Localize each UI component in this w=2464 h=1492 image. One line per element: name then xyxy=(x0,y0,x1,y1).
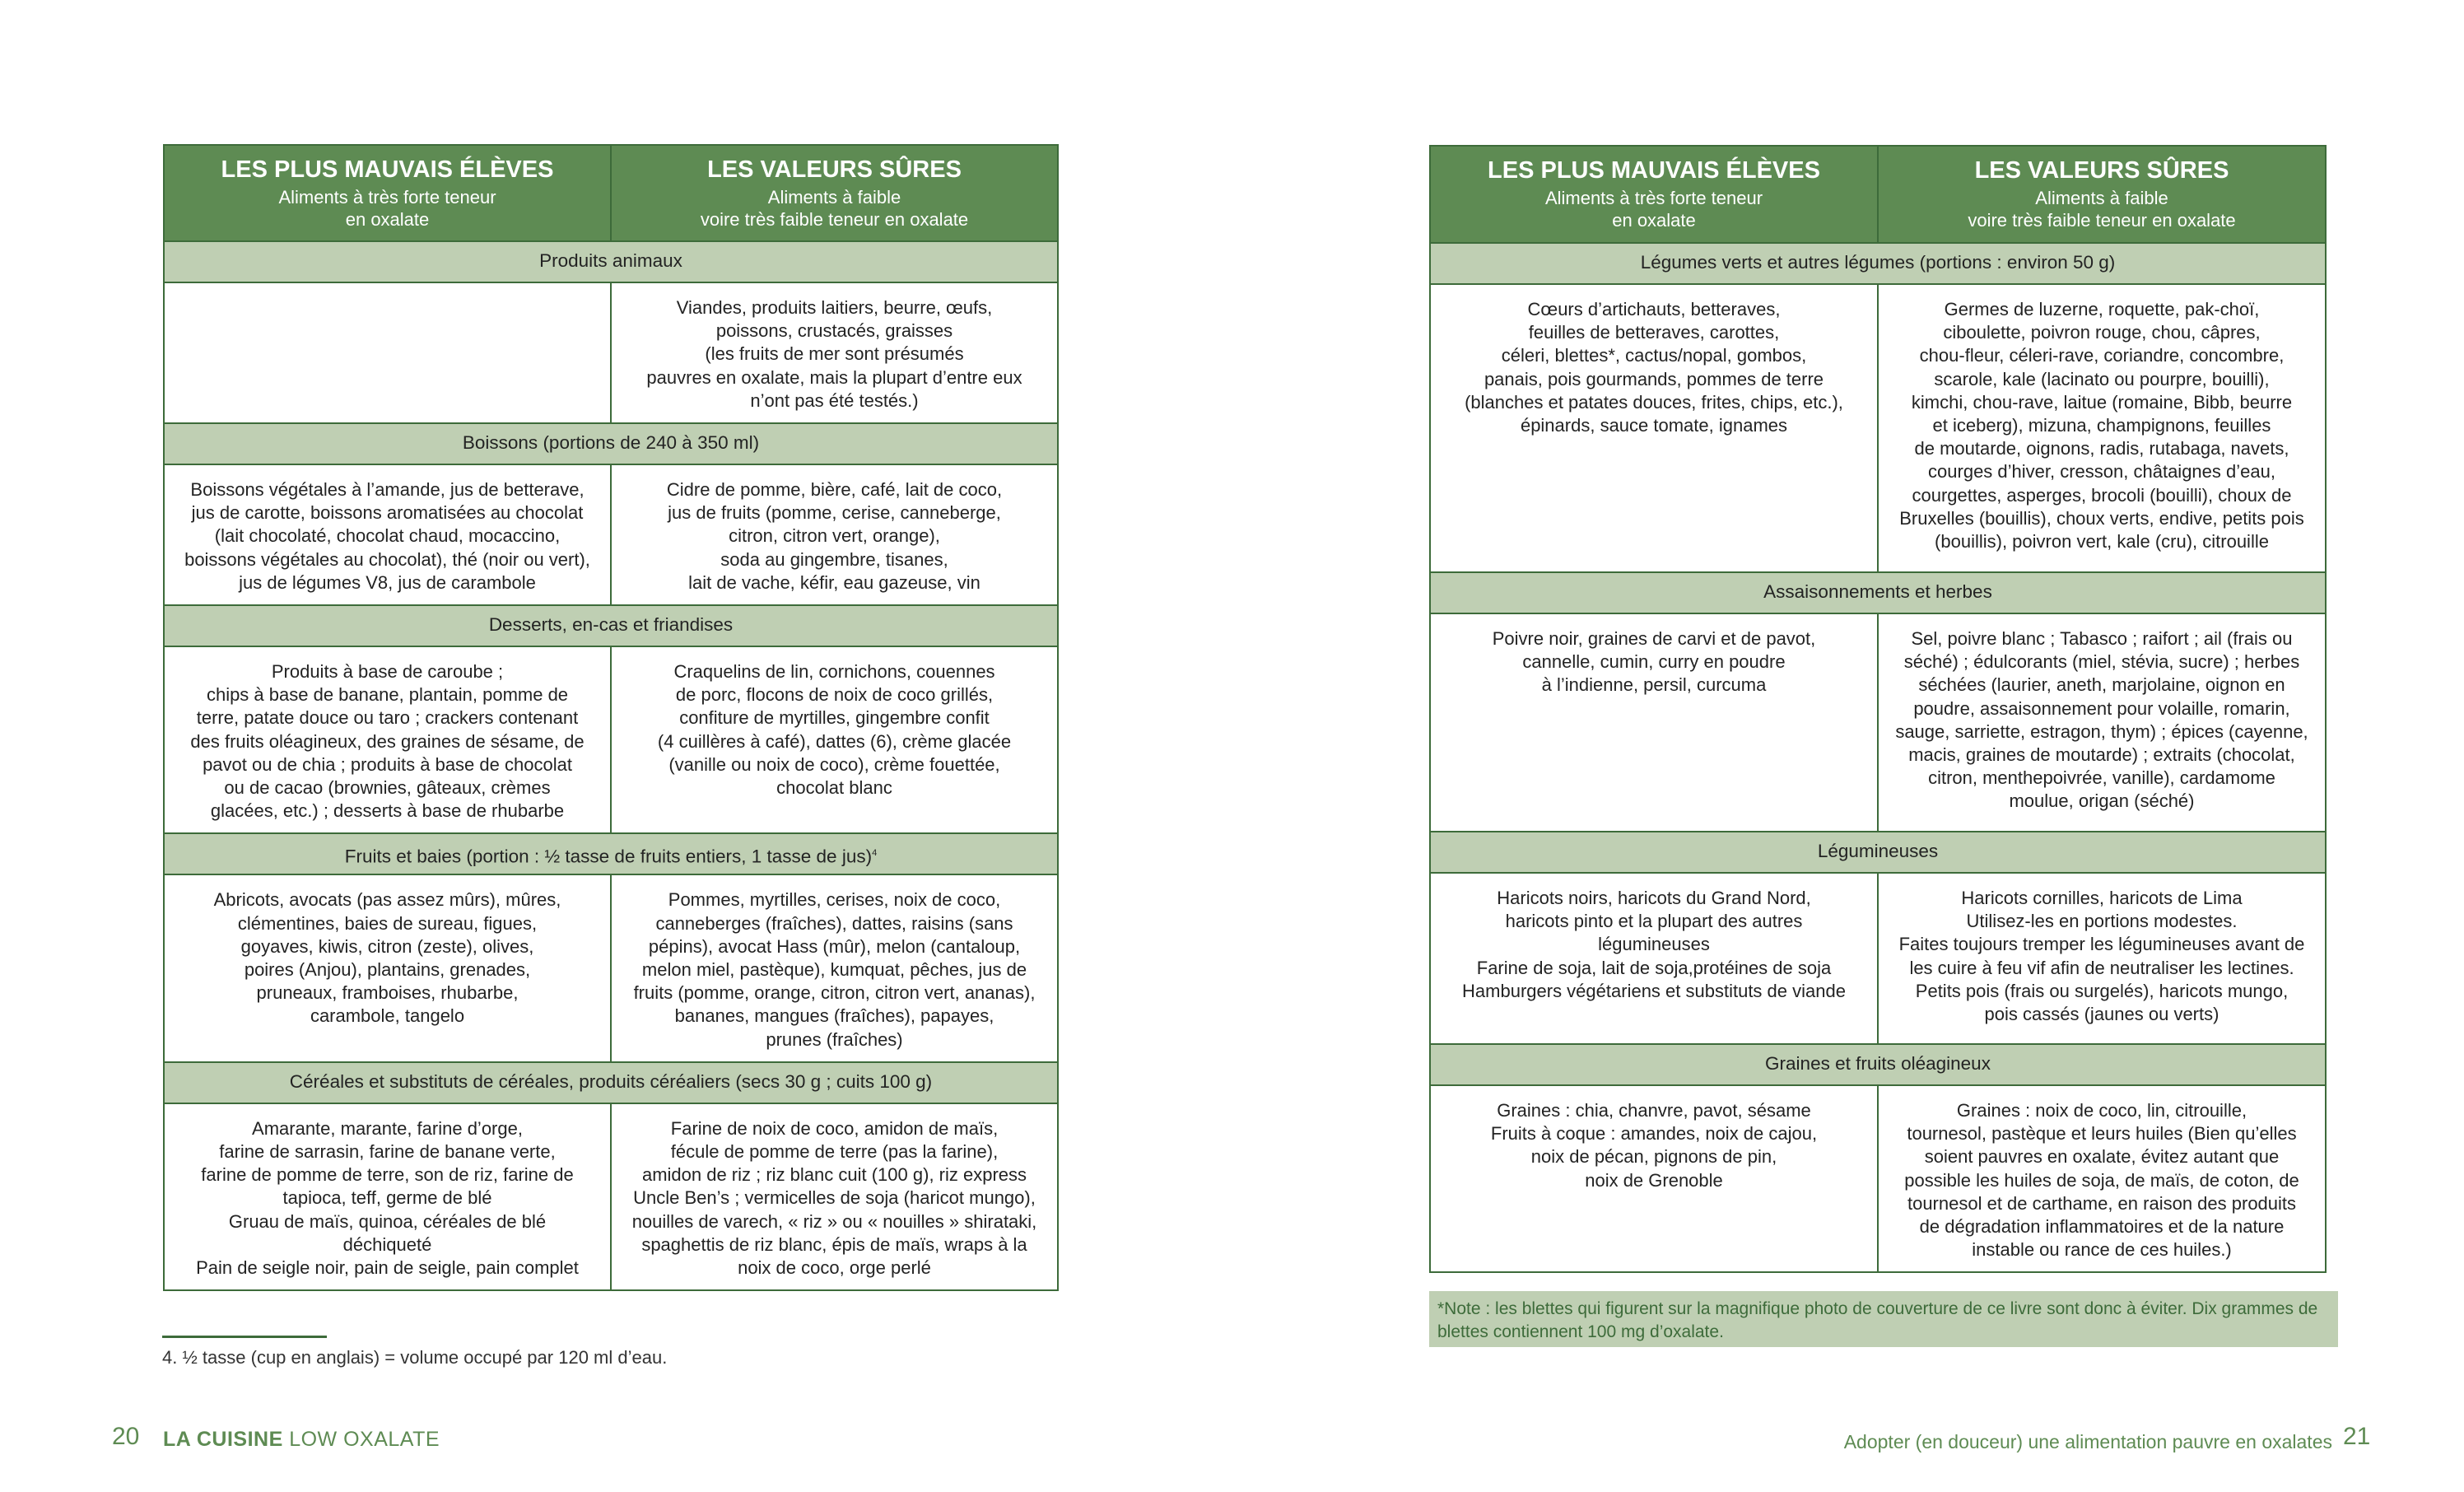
bad-foods-cell xyxy=(1430,873,1878,1044)
food-line: lait de vache, kéfir, eau gazeuse, vin xyxy=(688,571,980,593)
food-line: prunes (fraîches) xyxy=(766,1028,903,1050)
header-bad-cell xyxy=(1430,146,1878,243)
food-row xyxy=(164,464,1058,605)
food-row xyxy=(164,282,1058,423)
food-line: (lait chocolaté, chocolat chaud, mocaccino, xyxy=(214,525,561,547)
food-line: moulue, origan (séché) xyxy=(2009,790,2195,812)
food-line: Utilisez-les en portions modestes. xyxy=(1966,911,2238,932)
header-safe-cell xyxy=(1878,146,2326,243)
food-line: feuilles de betteraves, carottes, xyxy=(1528,322,1780,343)
food-line: spaghettis de riz blanc, épis de maïs, wraps à la xyxy=(641,1233,1027,1255)
note-box: *Note : les blettes qui figurent sur la magnifique photo de couverture de ce livre sont donc à éviter. Dix grammes de blettes contiennent 100 mg d’oxalate. xyxy=(1429,1291,2338,1347)
header-bad-title: LES PLUS MAUVAIS ÉLÈVES xyxy=(221,156,554,183)
food-row xyxy=(164,1103,1058,1290)
food-line: tournesol, pastèque et leurs huiles (Bien qu’elles xyxy=(1907,1123,2297,1145)
food-line: farine de sarrasin, farine de banane verte, xyxy=(219,1141,556,1163)
food-line: glacées, etc.) ; desserts à base de rhubarbe xyxy=(210,800,565,822)
food-line: bananes, mangues (fraîches), papayes, xyxy=(674,1005,994,1027)
food-line: Pain de seigle noir, pain de seigle, pain complet xyxy=(196,1257,579,1279)
bad-foods-cell xyxy=(1430,284,1878,572)
food-line: instable ou rance de ces huiles.) xyxy=(1972,1239,2232,1261)
bad-foods-cell xyxy=(164,874,611,1061)
food-line: Amarante, marante, farine d’orge, xyxy=(252,1117,523,1139)
food-line: des fruits oléagineux, des graines de sésame, de xyxy=(190,730,585,752)
section-title: Légumineuses xyxy=(1430,832,2326,873)
food-line: citron, citron vert, orange), xyxy=(729,525,940,547)
food-row xyxy=(1430,613,2326,832)
food-line: canneberges (fraîches), dattes, raisins (sans xyxy=(655,912,1013,934)
food-line: scarole, kale (lacinato ou pourpre, bouilli), xyxy=(1934,368,2270,389)
header-safe-title: LES VALEURS SÛRES xyxy=(1974,157,2229,184)
food-line: légumineuses xyxy=(1598,934,1710,955)
bad-foods-cell xyxy=(164,282,611,423)
food-line: melon miel, pastèque), kumquat, pêches, jus de xyxy=(641,959,1027,981)
safe-foods-cell xyxy=(611,646,1058,833)
table-header-row xyxy=(1430,146,2326,243)
food-line: (les fruits de mer sont présumés xyxy=(705,343,964,365)
safe-foods-cell xyxy=(1878,1085,2326,1272)
food-line: goyaves, kiwis, citron (zeste), olives, xyxy=(240,935,534,957)
footnote-rule xyxy=(162,1336,327,1338)
food-line: épinards, sauce tomate, ignames xyxy=(1520,415,1788,436)
food-line: séché) ; édulcorants (miel, stévia, sucre) ; herbes xyxy=(1903,651,2300,673)
footnote-ref: 4 xyxy=(872,848,878,859)
food-line: de dégradation inflammatoires et de la nature xyxy=(1919,1216,2285,1238)
food-line: carambole, tangelo xyxy=(310,1005,465,1027)
food-line: n’ont pas été testés.) xyxy=(750,389,919,411)
food-line: ou de cacao (brownies, gâteaux, crèmes xyxy=(224,777,551,799)
food-line: Graines : chia, chanvre, pavot, sésame xyxy=(1497,1100,1811,1121)
food-line: sauge, sarriette, estragon, thym) ; épices (cayenne, xyxy=(1895,720,2308,742)
food-line: Germes de luzerne, roquette, pak-choï, xyxy=(1944,299,2260,319)
food-row xyxy=(1430,1085,2326,1272)
section-row xyxy=(1430,832,2326,873)
header-safe-subtitle: voire très faible teneur en oxalate xyxy=(1968,210,2236,231)
section-title: Fruits et baies (portion : ½ tasse de fruits entiers, 1 tasse de jus) xyxy=(344,846,873,867)
food-line: séchées (laurier, aneth, marjolaine, oignon en xyxy=(1918,674,2285,696)
food-line: Abricots, avocats (pas assez mûrs), mûres, xyxy=(213,889,561,911)
food-line: courges d’hiver, cresson, châtaignes d’eau, xyxy=(1928,461,2275,483)
food-line: (vanille ou noix de coco), crème fouettée, xyxy=(668,753,1000,775)
food-line: Hamburgers végétariens et substituts de viande xyxy=(1462,980,1846,1001)
food-line: de porc, flocons de noix de coco grillés, xyxy=(675,684,994,706)
food-line: jus de légumes V8, jus de carambole xyxy=(239,571,536,593)
food-line: fruits (pomme, orange, citron, citron vert, ananas), xyxy=(633,982,1036,1004)
food-line: Fruits à coque : amandes, noix de cajou, xyxy=(1490,1123,1818,1145)
food-line: déchiqueté xyxy=(342,1233,432,1255)
bad-foods-cell xyxy=(1430,613,1878,832)
food-row xyxy=(1430,284,2326,572)
food-line: chou-fleur, céleri-rave, coriandre, concombre, xyxy=(1919,345,2285,366)
food-line: terre, patate douce ou taro ; crackers contenant xyxy=(196,707,579,729)
safe-foods-cell xyxy=(1878,873,2326,1044)
food-line: soda au gingembre, tisanes, xyxy=(720,548,948,570)
header-safe-subtitle: Aliments à faible xyxy=(2035,188,2168,208)
section-title: Assaisonnements et herbes xyxy=(1430,572,2326,613)
food-line: Poivre noir, graines de carvi et de pavot, xyxy=(1492,628,1816,649)
section-row xyxy=(1430,243,2326,284)
footnote: 4. ½ tasse (cup en anglais) = volume occupé par 120 ml d’eau. xyxy=(162,1347,668,1368)
food-row xyxy=(1430,873,2326,1044)
section-row xyxy=(164,605,1058,646)
header-safe-subtitle: voire très faible teneur en oxalate xyxy=(700,209,969,230)
food-line: tournesol et de carthame, en raison des produits xyxy=(1907,1192,2297,1214)
food-line: Sel, poivre blanc ; Tabasco ; raifort ; ail (frais ou xyxy=(1911,628,2293,649)
food-line: Faites toujours tremper les légumineuses avant de xyxy=(1898,934,2305,955)
food-line: (bouillis), poivron vert, kale (cru), citrouille xyxy=(1935,531,2269,553)
food-line: Gruau de maïs, quinoa, céréales de blé xyxy=(228,1210,547,1232)
safe-foods-cell xyxy=(1878,284,2326,572)
food-line: noix de Grenoble xyxy=(1585,1169,1723,1191)
section-title: Graines et fruits oléagineux xyxy=(1430,1044,2326,1085)
food-line: Haricots noirs, haricots du Grand Nord, xyxy=(1497,888,1811,908)
section-row xyxy=(164,423,1058,464)
oxalate-table-right xyxy=(1429,145,2327,1273)
food-line: haricots pinto et la plupart des autres xyxy=(1505,911,1803,932)
header-safe-subtitle: Aliments à faible xyxy=(767,187,901,207)
food-line: (blanches et patates douces, frites, chips, etc.), xyxy=(1465,391,1843,413)
section-title: Boissons (portions de 240 à 350 ml) xyxy=(164,423,1058,464)
food-line: Haricots cornilles, haricots de Lima xyxy=(1961,888,2243,908)
food-line: citron, menthepoivrée, vanille), cardamome xyxy=(1928,767,2275,789)
safe-foods-cell xyxy=(1878,613,2326,832)
food-line: macis, graines de moutarde) ; extraits (chocolat, xyxy=(1908,744,2295,766)
bad-foods-cell xyxy=(164,464,611,605)
food-line: courgettes, asperges, brocoli (bouilli), choux de xyxy=(1912,484,2292,506)
brand-bold: LA CUISINE xyxy=(163,1428,283,1451)
header-safe-title: LES VALEURS SÛRES xyxy=(707,156,962,183)
food-line: pauvres en oxalate, mais la plupart d’entre eux xyxy=(646,366,1022,388)
food-line: farine de pomme de terre, son de riz, farine de xyxy=(201,1164,574,1186)
food-line: kimchi, chou-rave, laitue (romaine, Bibb, beurre xyxy=(1911,391,2293,413)
section-title: Céréales et substituts de céréales, produits céréaliers (secs 30 g ; cuits 100 g) xyxy=(164,1062,1058,1103)
food-line: Farine de soja, lait de soja,protéines de soja xyxy=(1476,957,1832,978)
food-line: Produits à base de caroube ; xyxy=(271,661,504,683)
food-line: Uncle Ben’s ; vermicelles de soja (haricot mungo), xyxy=(633,1187,1036,1209)
food-line: pépins), avocat Hass (mûr), melon (cantaloup, xyxy=(648,935,1021,957)
food-line: Bruxelles (bouillis), choux verts, endive, petits pois xyxy=(1899,507,2304,529)
food-line: Farine de noix de coco, amidon de maïs, xyxy=(670,1117,999,1139)
section-row xyxy=(1430,1044,2326,1085)
food-line: Craquelins de lin, cornichons, couennes xyxy=(673,661,995,683)
food-line: chocolat blanc xyxy=(776,777,892,799)
food-line: Boissons végétales à l’amande, jus de betterave, xyxy=(190,479,585,501)
food-line: pavot ou de chia ; produits à base de chocolat xyxy=(203,753,572,775)
food-line: cannelle, cumin, curry en poudre xyxy=(1522,651,1786,673)
food-line: et iceberg), mizuna, champignons, feuilles xyxy=(1932,415,2271,436)
food-line: Graines : noix de coco, lin, citrouille, xyxy=(1956,1100,2247,1121)
header-bad-subtitle: en oxalate xyxy=(345,209,430,230)
food-line: poires (Anjou), plantains, grenades, xyxy=(244,959,531,981)
safe-foods-cell xyxy=(611,464,1058,605)
header-bad-title: LES PLUS MAUVAIS ÉLÈVES xyxy=(1488,157,1820,184)
food-line: panais, pois gourmands, pommes de terre xyxy=(1484,368,1824,389)
food-line: jus de fruits (pomme, cerise, canneberge, xyxy=(668,502,1001,524)
food-line: chips à base de banane, plantain, pomme de xyxy=(206,684,569,706)
oxalate-table-left xyxy=(163,144,1059,1291)
brand-rest: LOW OXALATE xyxy=(289,1428,440,1451)
running-head: Adopter (en douceur) une alimentation pauvre en oxalates xyxy=(1843,1431,2332,1452)
food-line: Petits pois (frais ou surgelés), haricots mungo, xyxy=(1915,980,2289,1001)
safe-foods-cell xyxy=(611,282,1058,423)
table-header-row xyxy=(164,145,1058,241)
food-line: fécule de pomme de terre (pas la farine), xyxy=(670,1141,999,1163)
food-line: Viandes, produits laitiers, beurre, œufs, xyxy=(676,297,993,318)
food-line: nouilles de varech, « riz » ou « nouilles » shirataki, xyxy=(631,1210,1037,1232)
food-line: Cœurs d’artichauts, betteraves, xyxy=(1527,299,1781,319)
food-line: soient pauvres en oxalate, évitez autant que xyxy=(1924,1146,2280,1168)
food-line: à l’indienne, persil, curcuma xyxy=(1541,674,1767,696)
food-line: Pommes, myrtilles, cerises, noix de coco, xyxy=(668,889,1001,911)
food-line: boissons végétales au chocolat), thé (noir ou vert), xyxy=(184,548,590,570)
section-row xyxy=(164,833,1058,874)
bad-foods-cell xyxy=(164,646,611,833)
page-number-right: 21 xyxy=(2343,1423,2371,1450)
section-title: Desserts, en-cas et friandises xyxy=(164,605,1058,646)
section-title: Légumes verts et autres légumes (portions : environ 50 g) xyxy=(1430,243,2326,284)
bad-foods-cell xyxy=(164,1103,611,1290)
header-safe-cell xyxy=(611,145,1058,241)
food-line: noix de pécan, pignons de pin, xyxy=(1530,1146,1777,1168)
header-bad-subtitle: Aliments à très forte teneur xyxy=(1544,188,1763,208)
food-line: poissons, crustacés, graisses xyxy=(715,320,953,342)
header-bad-subtitle: Aliments à très forte teneur xyxy=(278,187,496,207)
page-number-left: 20 xyxy=(112,1423,140,1450)
food-line: pois cassés (jaunes ou verts) xyxy=(1984,1004,2219,1025)
section-title: Produits animaux xyxy=(164,241,1058,282)
food-line: de moutarde, oignons, radis, rutabaga, navets, xyxy=(1914,438,2289,459)
food-line: noix de coco, orge perlé xyxy=(738,1257,931,1279)
section-row xyxy=(1430,572,2326,613)
food-line: pruneaux, framboises, rhubarbe, xyxy=(256,982,519,1004)
food-line: confiture de myrtilles, gingembre confit xyxy=(679,707,990,729)
food-line: Cidre de pomme, bière, café, lait de coco, xyxy=(666,479,1003,501)
section-row xyxy=(164,241,1058,282)
food-line: les cuire à feu vif afin de neutraliser les lectines. xyxy=(1909,957,2294,978)
header-bad-cell xyxy=(164,145,611,241)
section-row xyxy=(164,1062,1058,1103)
header-bad-subtitle: en oxalate xyxy=(1612,210,1696,231)
bad-foods-cell xyxy=(1430,1085,1878,1272)
food-row xyxy=(164,646,1058,833)
section-title-cell xyxy=(164,833,1058,874)
food-line: (4 cuillères à café), dattes (6), crème glacée xyxy=(657,730,1012,752)
food-row xyxy=(164,874,1058,1061)
food-line: ciboulette, poivron rouge, chou, câpres, xyxy=(1943,322,2261,343)
safe-foods-cell xyxy=(611,1103,1058,1290)
brand-logo xyxy=(163,1428,440,1452)
food-line: amidon de riz ; riz blanc cuit (100 g), riz express xyxy=(641,1164,1027,1186)
food-line: poudre, assaisonnement pour volaille, romarin, xyxy=(1913,697,2290,719)
food-line: jus de carotte, boissons aromatisées au chocolat xyxy=(191,502,584,524)
safe-foods-cell xyxy=(611,874,1058,1061)
food-line: tapioca, teff, germe de blé xyxy=(282,1187,492,1209)
food-line: possible les huiles de soja, de maïs, de coton, de xyxy=(1904,1169,2299,1191)
food-line: clémentines, baies de sureau, figues, xyxy=(237,912,538,934)
food-line: céleri, blettes*, cactus/nopal, gombos, xyxy=(1501,345,1807,366)
